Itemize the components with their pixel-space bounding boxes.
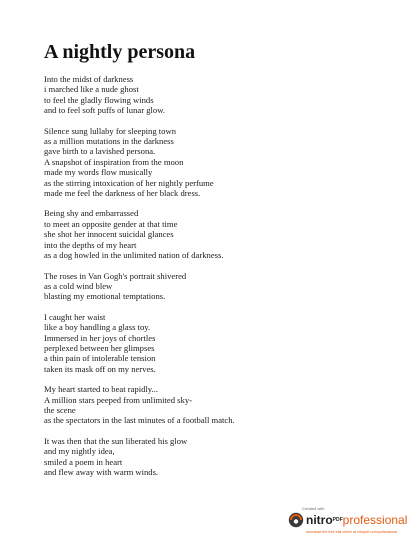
poem-line: blasting my emotional temptations. [44,291,166,302]
watermark-tagline: download the free trial online at nitropdf.com/professional [306,530,398,534]
poem-line: It was then that the sun liberated his glow [44,435,188,446]
poem-line: made my words flow musically [44,167,153,178]
poem-line: Being shy and embarrassed [44,208,139,219]
poem-title: A nightly persona [44,41,196,63]
poem-line: A million stars peeped from unlimited sky- [44,394,192,405]
document-page [44,40,404,487]
poem-line: gave birth to a lavished persona. [44,146,156,157]
watermark-brand [306,513,407,527]
poem-body [44,74,404,477]
poem-stanza [44,126,404,199]
poem-line: a thin pain of intolerable tension [44,353,156,364]
poem-line: i marched like a nude ghost [44,84,139,95]
poem-line: as a cold wind blew [44,280,113,291]
poem-line: taken its mask off on my nerves. [44,363,156,374]
nitro-watermark [288,506,410,540]
poem-line: Into the midst of darkness [44,74,134,84]
poem-line: Silence sung lullaby for sleeping town [44,125,176,136]
poem-line: and to feel soft puffs of lunar glow. [44,105,166,116]
poem-stanza [44,74,404,116]
poem-line: as a million mutations in the darkness [44,136,174,147]
poem-line: and flew away with warm winds. [44,467,159,477]
poem-line: A snapshot of inspiration from the moon [44,156,184,167]
watermark-created-with: Created with [302,506,325,511]
poem-line: as the spectators in the last minutes of a football match. [44,415,235,426]
poem-line: smiled a poem in heart [44,456,123,467]
poem-line: to feel the gladly flowing winds [44,94,154,105]
nitro-logo-icon [288,512,304,528]
poem-line: made me feel the darkness of her black dress. [44,188,201,199]
poem-line: My heart started to beat rapidly... [44,384,158,395]
poem-line: she shot her innocent suicidal glances [44,229,174,240]
poem-line: The roses in Van Gogh's portrait shivered [44,270,187,281]
poem-line: Immersed in her joys of chortles [44,332,156,343]
poem-stanza [44,271,404,302]
poem-line: the scene [44,404,76,415]
poem-line: into the depths of my heart [44,239,137,250]
watermark-brand-sup: PDF [332,517,343,523]
poem-stanza [44,208,404,260]
poem-line: as the stirring intoxication of her nightly perfume [44,177,214,188]
poem-stanza [44,384,404,426]
poem-line: as a dog howled in the unlimited nation of darkness. [44,250,224,261]
poem-line: and my nightly idea, [44,446,115,457]
poem-line: perplexed between her glimpses [44,342,155,353]
poem-line: like a boy handling a glass toy. [44,322,151,333]
poem-stanza [44,312,404,374]
watermark-edition: professional [342,513,408,527]
poem-line: to meet an opposite gender at that time [44,218,178,229]
poem-stanza [44,436,404,478]
watermark-brand-name: nitro [306,513,333,527]
poem-line: I caught her waist [44,311,106,322]
